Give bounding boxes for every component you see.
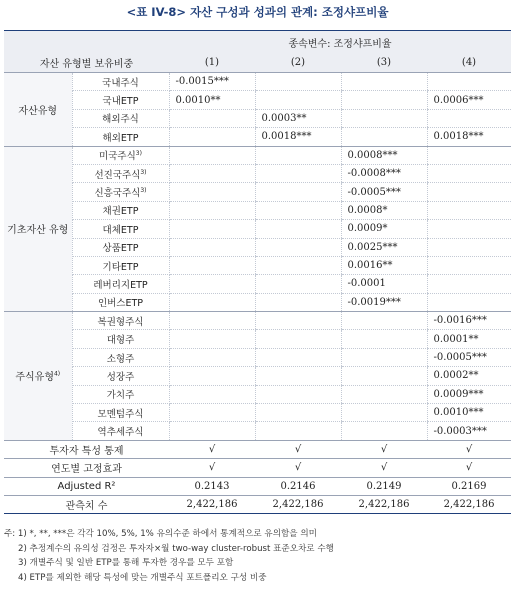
coefficient-cell: [255, 256, 341, 274]
group-label-text: 기초자산 유형: [7, 225, 69, 237]
row-label-footnote: 3): [140, 186, 147, 194]
footer-row: [4, 495, 511, 513]
note-4: 4) ETP를 제외한 해당 특성에 맞는 개별주식 포트폴리오 구성 비중: [18, 572, 267, 583]
row-label: [72, 91, 169, 109]
table-row: [4, 91, 511, 109]
coefficient-cell: 0.0009*: [341, 220, 427, 238]
table-row: [4, 293, 511, 311]
footer-label: Adjusted R²: [4, 477, 169, 495]
coefficient-cell: -0.0003***: [427, 422, 511, 440]
coefficient-cell: -0.0005***: [341, 183, 427, 201]
footer-value: √: [341, 459, 427, 477]
footer-value: √: [169, 459, 255, 477]
coefficient-cell: [341, 109, 427, 127]
row-label: [72, 220, 169, 238]
coefficient-cell: 0.0008***: [341, 146, 427, 164]
coefficient-cell: 0.0008*: [341, 201, 427, 219]
table-row: [4, 385, 511, 403]
table-row: [4, 164, 511, 182]
coefficient-cell: [255, 146, 341, 164]
coefficient-cell: 0.0025***: [341, 238, 427, 256]
row-label-footnote: 3): [135, 150, 142, 158]
coefficient-cell: [255, 422, 341, 440]
row-label-text: 대형주: [106, 335, 135, 347]
group-label-text: 자산유형: [18, 105, 58, 117]
row-label-text: 미국주식: [99, 151, 136, 163]
coefficient-cell: [255, 91, 341, 109]
coefficient-cell: 0.0018***: [427, 128, 511, 146]
coefficient-cell: [255, 275, 341, 293]
row-label-text: 해외ETP: [102, 132, 139, 144]
coefficient-cell: [341, 404, 427, 422]
table-row: [4, 256, 511, 274]
table-notes: [4, 527, 334, 585]
row-label-text: 기타ETP: [102, 261, 139, 273]
coefficient-cell: [341, 73, 427, 91]
table-row: [4, 73, 511, 91]
coefficient-cell: [341, 128, 427, 146]
coefficient-cell: [427, 220, 511, 238]
footer-value: 0.2149: [341, 477, 427, 495]
group-label: [4, 146, 72, 312]
coefficient-cell: 0.0018***: [255, 128, 341, 146]
table-row: [4, 201, 511, 219]
footer-value: √: [341, 440, 427, 458]
footer-label: 투자자 특성 통제: [4, 440, 169, 458]
coefficient-cell: [169, 348, 255, 366]
footer-value: 0.2146: [255, 477, 341, 495]
row-label: [72, 201, 169, 219]
header-row-2: [4, 53, 511, 73]
coefficient-cell: [427, 73, 511, 91]
coefficient-cell: [427, 293, 511, 311]
row-label-text: 레버리지ETP: [93, 279, 148, 291]
footer-value: 2,422,186: [427, 495, 511, 513]
footer-label: 연도별 고정효과: [4, 459, 169, 477]
table-row: [4, 330, 511, 348]
table-row: [4, 183, 511, 201]
row-label: [72, 164, 169, 182]
coefficient-cell: [255, 367, 341, 385]
footer-value: 2,422,186: [255, 495, 341, 513]
row-label-text: 복권형주식: [97, 316, 144, 328]
coefficient-cell: 0.0010***: [427, 404, 511, 422]
coefficient-cell: [169, 385, 255, 403]
coefficient-cell: [427, 146, 511, 164]
coefficient-cell: [255, 220, 341, 238]
coefficient-cell: [341, 385, 427, 403]
note-3: 3) 개별주식 및 일반 ETP를 통해 투자한 경우를 모두 포함: [18, 558, 234, 568]
coefficient-cell: [169, 275, 255, 293]
footer-row: [4, 477, 511, 495]
coefficient-cell: [169, 183, 255, 201]
coefficient-cell: [255, 385, 341, 403]
coefficient-cell: -0.0008***: [341, 164, 427, 182]
coefficient-cell: [255, 293, 341, 311]
coefficient-cell: [427, 256, 511, 274]
table-row: [4, 220, 511, 238]
group-label-text: 주식유형: [15, 372, 54, 384]
dependent-variable-label: 종속변수: 조정샤프비율: [169, 31, 511, 53]
row-label-text: 해외주식: [102, 114, 139, 126]
row-label: [72, 275, 169, 293]
coefficient-cell: [427, 238, 511, 256]
coefficient-cell: 0.0002**: [427, 367, 511, 385]
row-label-text: 가치주: [106, 390, 135, 402]
coefficient-cell: [169, 109, 255, 127]
coefficient-cell: [255, 330, 341, 348]
table-row: [4, 109, 511, 127]
row-label-text: 채권ETP: [102, 206, 139, 218]
note-2: 2) 추정계수의 유의성 검정은 투자자×월 two-way cluster-robust 표준오차로 수행: [18, 543, 334, 554]
coefficient-cell: 0.0016**: [341, 256, 427, 274]
table-row: [4, 422, 511, 440]
row-label-text: 선진국주식: [94, 169, 141, 181]
table-row: [4, 367, 511, 385]
coefficient-cell: [255, 164, 341, 182]
coefficient-cell: 0.0010**: [169, 91, 255, 109]
footer-value: √: [169, 440, 255, 458]
row-label: [72, 367, 169, 385]
coefficient-cell: [169, 220, 255, 238]
coefficient-cell: [341, 348, 427, 366]
footer-value: 2,422,186: [341, 495, 427, 513]
row-label: [72, 183, 169, 201]
row-header-label: 자산 유형별 보유비중: [4, 53, 169, 73]
row-label-footnote: 3): [140, 168, 147, 176]
row-label-text: 국내ETP: [102, 96, 139, 108]
table-row: [4, 275, 511, 293]
coefficient-cell: [341, 367, 427, 385]
row-label-text: 모멘텀주식: [97, 408, 144, 420]
row-label: [72, 422, 169, 440]
coefficient-cell: [427, 275, 511, 293]
row-label: [72, 404, 169, 422]
coefficient-cell: [169, 312, 255, 330]
coefficient-cell: [169, 256, 255, 274]
footer-row: [4, 440, 511, 458]
coefficient-cell: [341, 422, 427, 440]
footer-value: 0.2143: [169, 477, 255, 495]
col-header-3: (3): [341, 53, 427, 73]
col-header-4: (4): [427, 53, 511, 73]
coefficient-cell: 0.0009***: [427, 385, 511, 403]
coefficient-cell: [427, 201, 511, 219]
row-label-text: 신흥국주식: [94, 188, 141, 200]
row-label: [72, 73, 169, 91]
row-label: [72, 256, 169, 274]
col-header-2: (2): [255, 53, 341, 73]
coefficient-cell: [169, 238, 255, 256]
row-label: [72, 128, 169, 146]
coefficient-cell: 0.0001**: [427, 330, 511, 348]
row-label: [72, 385, 169, 403]
table-row: [4, 348, 511, 366]
row-label: [72, 109, 169, 127]
row-label-text: 인버스ETP: [97, 298, 144, 310]
coefficient-cell: [255, 312, 341, 330]
header-row-1: [4, 31, 511, 53]
row-label-text: 상품ETP: [102, 243, 139, 255]
coefficient-cell: [169, 128, 255, 146]
coefficient-cell: [255, 404, 341, 422]
coefficient-cell: [341, 330, 427, 348]
footer-value: √: [255, 459, 341, 477]
coefficient-cell: [255, 201, 341, 219]
col-header-1: (1): [169, 53, 255, 73]
coefficient-cell: [341, 312, 427, 330]
group-label: [4, 312, 72, 441]
footer-row: [4, 459, 511, 477]
row-label: [72, 348, 169, 366]
coefficient-cell: -0.0005***: [427, 348, 511, 366]
group-label: [4, 73, 72, 147]
coefficient-cell: [169, 293, 255, 311]
row-label: [72, 330, 169, 348]
table-title: <표 IV-8> 자산 구성과 성과의 관계: 조정샤프비율: [126, 5, 389, 19]
footer-label: 관측치 수: [4, 495, 169, 513]
row-label-text: 대체ETP: [102, 224, 139, 236]
coefficient-cell: -0.0015***: [169, 73, 255, 91]
footer-value: 2,422,186: [169, 495, 255, 513]
coefficient-cell: 0.0006***: [427, 91, 511, 109]
footer-value: √: [427, 459, 511, 477]
coefficient-cell: [169, 404, 255, 422]
coefficient-cell: 0.0003**: [255, 109, 341, 127]
coefficient-cell: [169, 164, 255, 182]
coefficient-cell: [255, 348, 341, 366]
row-label-text: 역추세주식: [97, 427, 144, 439]
table-row: [4, 404, 511, 422]
coefficient-cell: [169, 367, 255, 385]
coefficient-cell: [255, 73, 341, 91]
coefficient-cell: [169, 330, 255, 348]
row-label: [72, 146, 169, 164]
coefficient-cell: [255, 238, 341, 256]
footer-value: √: [427, 440, 511, 458]
footer-value: √: [255, 440, 341, 458]
table-row: [4, 312, 511, 330]
row-label: [72, 293, 169, 311]
group-label-footnote: 4): [53, 371, 61, 379]
row-label: [72, 312, 169, 330]
coefficient-cell: -0.0016***: [427, 312, 511, 330]
regression-table: [4, 31, 511, 514]
coefficient-cell: [169, 146, 255, 164]
coefficient-cell: [427, 109, 511, 127]
table-row: [4, 146, 511, 164]
row-label-text: 국내주식: [102, 77, 139, 89]
coefficient-cell: [169, 422, 255, 440]
row-label-text: 소형주: [106, 353, 135, 365]
coefficient-cell: [427, 183, 511, 201]
row-label-text: 성장주: [106, 371, 135, 383]
coefficient-cell: [427, 164, 511, 182]
table-row: [4, 128, 511, 146]
coefficient-cell: -0.0001: [341, 275, 427, 293]
row-label: [72, 238, 169, 256]
footer-value: 0.2169: [427, 477, 511, 495]
coefficient-cell: [169, 201, 255, 219]
coefficient-cell: [255, 183, 341, 201]
coefficient-cell: [341, 91, 427, 109]
table-row: [4, 238, 511, 256]
note-1: 주: 1) *, **, ***은 각각 10%, 5%, 1% 유의수준 하에서 통계적으로 유의함을 의미: [4, 529, 317, 539]
coefficient-cell: -0.0019***: [341, 293, 427, 311]
